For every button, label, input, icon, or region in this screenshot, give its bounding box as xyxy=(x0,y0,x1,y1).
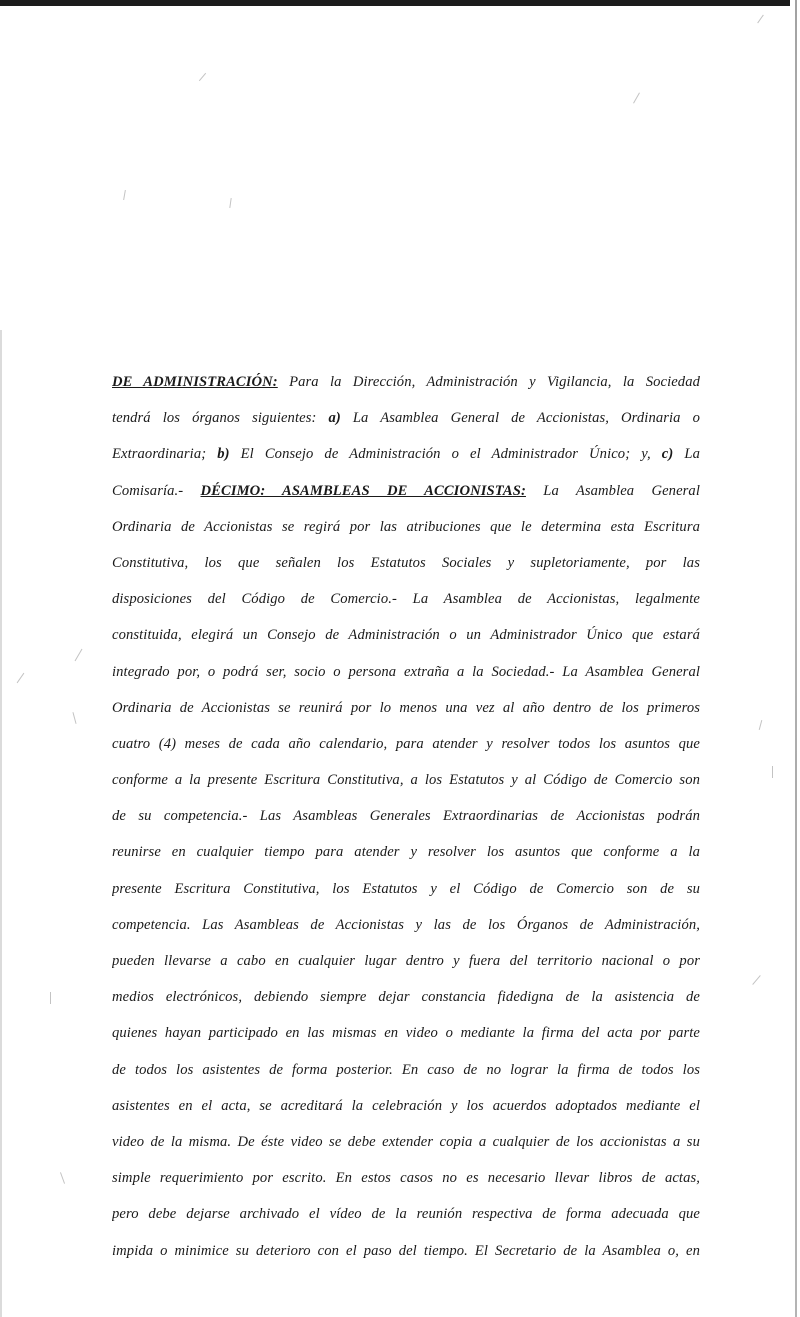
scan-speck xyxy=(50,992,51,1004)
text-line xyxy=(112,1233,700,1269)
scan-speck xyxy=(75,649,83,662)
text-segment: Ordinaria de Accionistas se reunirá por lo menos una vez al año dentro de los primeros xyxy=(112,699,700,716)
list-item-letter: b) xyxy=(217,446,230,463)
text-line xyxy=(112,473,700,509)
text-line xyxy=(112,1015,700,1051)
text-line xyxy=(112,834,700,870)
scan-speck xyxy=(60,1172,65,1184)
list-item-letter: a) xyxy=(328,410,341,427)
text-segment: pueden llevarse a cabo en cualquier lugar dentro y fuera del territorio nacional o por xyxy=(112,953,700,969)
text-segment: quienes hayan participado en las mismas en video o mediante la firma del acta por parte xyxy=(112,1025,700,1042)
text-segment: competencia. Las Asambleas de Accionistas y las de los Órganos de Administración, xyxy=(112,916,700,933)
text-line xyxy=(112,871,700,907)
text-line xyxy=(112,979,700,1015)
text-line xyxy=(112,364,700,400)
document-body-text xyxy=(112,364,700,1269)
section-heading: DE ADMINISTRACIÓN: xyxy=(112,374,278,390)
text-segment: de todos los asistentes de forma posterior. En caso de no lograr la firma de todos los xyxy=(112,1061,700,1078)
scan-speck xyxy=(123,190,126,200)
text-segment: Constitutiva, los que señalen los Estatutos Sociales y supletoriamente, por las xyxy=(112,554,700,571)
text-segment: impida o minimice su deterioro con el paso del tiempo. El Secretario de la Asamblea o, en xyxy=(112,1242,700,1259)
text-segment: La Asamblea General xyxy=(525,482,700,499)
scan-speck xyxy=(633,93,640,104)
scan-speck xyxy=(199,73,206,81)
scan-speck xyxy=(757,15,764,24)
text-segment: Comisaría.- xyxy=(112,482,201,499)
scan-speck xyxy=(72,712,76,724)
text-line xyxy=(112,798,700,834)
scan-left-edge xyxy=(0,330,2,1317)
text-line xyxy=(112,1160,700,1196)
text-line xyxy=(112,1052,700,1088)
text-line xyxy=(112,690,700,726)
text-segment: La Asamblea General de Accionistas, Ordinaria o xyxy=(340,410,700,427)
text-segment: disposiciones del Código de Comercio.- La Asamblea de Accionistas, legalmente xyxy=(112,591,700,608)
text-segment: tendrá los órganos siguientes: xyxy=(112,410,329,427)
text-line xyxy=(112,726,700,762)
text-segment: pero debe dejarse archivado el vídeo de la reunión respectiva de forma adecuada que xyxy=(112,1206,700,1223)
text-line xyxy=(112,1196,700,1232)
text-segment: asistentes en el acta, se acreditará la celebración y los acuerdos adoptados mediante el xyxy=(112,1097,700,1114)
text-segment: medios electrónicos, debiendo siempre dejar constancia fidedigna de la asistencia de xyxy=(112,989,700,1006)
text-segment: Para la Dirección, Administración y Vigilancia, la Sociedad xyxy=(277,374,700,390)
text-line xyxy=(112,943,700,979)
text-segment: conforme a la presente Escritura Constitutiva, a los Estatutos y al Código de Comercio son xyxy=(112,772,700,789)
text-line xyxy=(112,436,700,472)
text-line xyxy=(112,1088,700,1124)
section-heading: DÉCIMO: ASAMBLEAS DE ACCIONISTAS: xyxy=(200,482,526,499)
text-line xyxy=(112,509,700,545)
text-segment: presente Escritura Constitutiva, los Estatutos y el Código de Comercio son de su xyxy=(112,880,700,897)
text-line xyxy=(112,400,700,436)
text-segment: El Consejo de Administración o el Administrador Único; y, xyxy=(229,446,662,463)
scan-speck xyxy=(229,198,231,208)
text-line xyxy=(112,581,700,617)
text-segment: integrado por, o podrá ser, socio o persona extraña a la Sociedad.- La Asamblea General xyxy=(112,663,700,680)
list-item-letter: c) xyxy=(661,446,674,463)
text-segment: reunirse en cualquier tiempo para atender y resolver los asuntos que conforme a la xyxy=(112,844,700,861)
scan-top-border xyxy=(0,0,790,6)
text-segment: video de la misma. De éste video se debe extender copia a cualquier de los accionistas a su xyxy=(112,1133,700,1150)
scan-speck xyxy=(752,975,760,985)
text-segment: cuatro (4) meses de cada año calendario, para atender y resolver todos los asuntos que xyxy=(112,735,700,752)
text-line xyxy=(112,1124,700,1160)
scan-speck xyxy=(17,673,25,683)
text-segment: La xyxy=(673,446,700,463)
text-segment: constituida, elegirá un Consejo de Administración o un Administrador Único que estará xyxy=(112,627,700,644)
scan-right-edge xyxy=(795,0,797,1317)
text-line xyxy=(112,907,700,943)
text-line xyxy=(112,762,700,798)
text-segment: de su competencia.- Las Asambleas Generales Extraordinarias de Accionistas podrán xyxy=(112,808,700,825)
text-segment: Extraordinaria; xyxy=(112,446,218,463)
text-line xyxy=(112,617,700,653)
text-line xyxy=(112,545,700,581)
text-segment: Ordinaria de Accionistas se regirá por las atribuciones que le determina esta Escritura xyxy=(112,518,700,535)
text-line xyxy=(112,654,700,690)
text-segment: simple requerimiento por escrito. En estos casos no es necesario llevar libros de actas, xyxy=(112,1170,700,1187)
scan-speck xyxy=(759,720,763,730)
scan-speck xyxy=(772,766,773,778)
